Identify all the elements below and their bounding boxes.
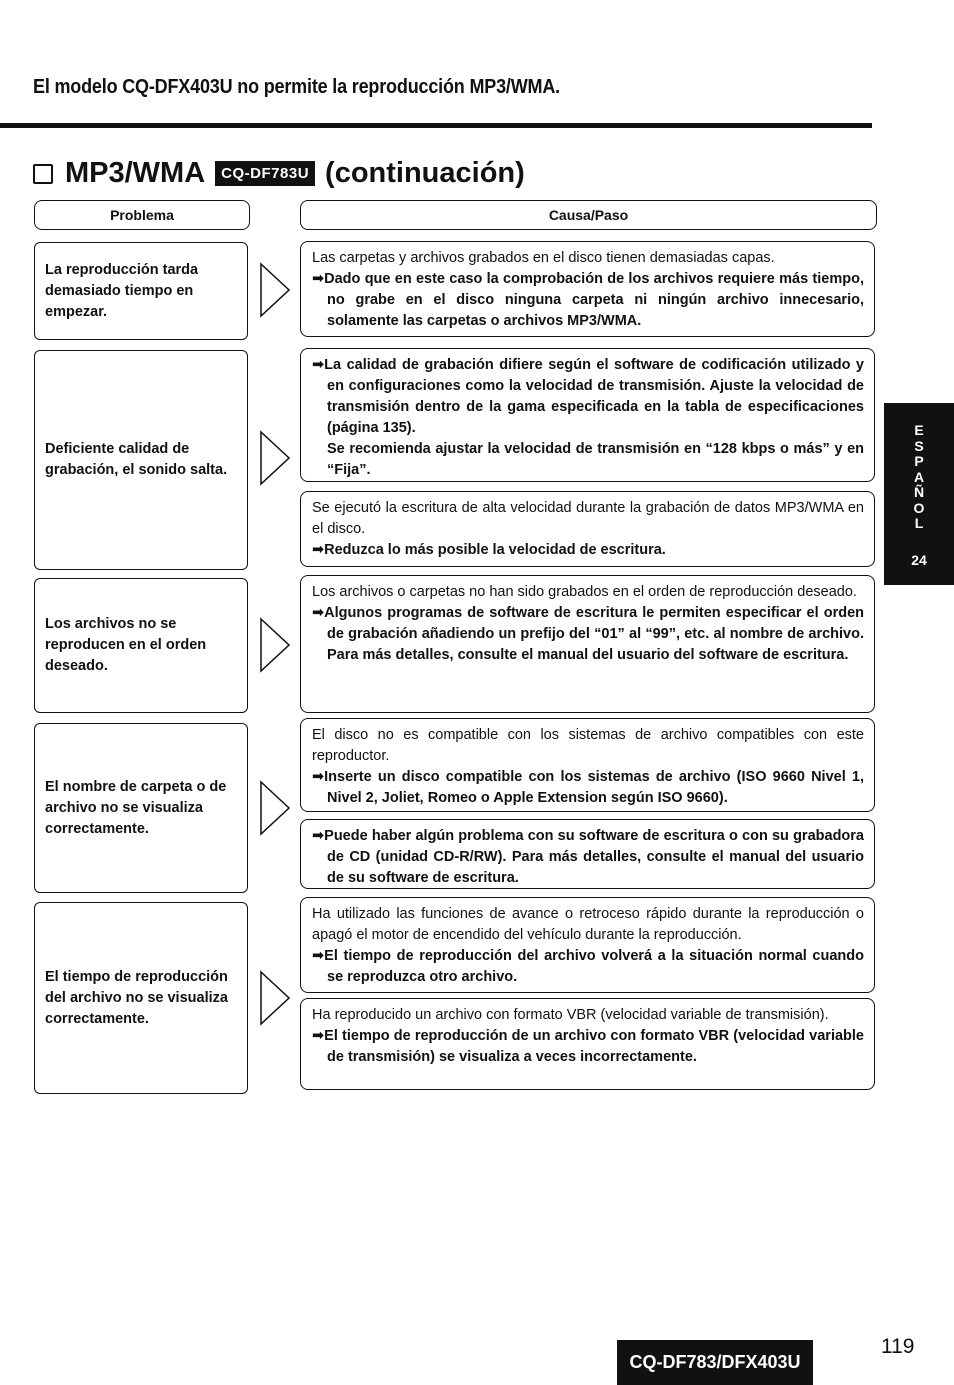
section-number: 24 bbox=[911, 551, 927, 568]
cause-text: Se ejecutó la escritura de alta velocidad durante la grabación de datos MP3/WMA en el disco. bbox=[312, 500, 864, 537]
problem-text: Deficiente calidad de grabación, el sonido salta. bbox=[45, 441, 228, 478]
section-continuation: (continuación) bbox=[325, 157, 525, 189]
cause-text: Ha utilizado las funciones de avance o retroceso rápido durante la reproducción o apagó el motor de encendido del vehículo durante la reproducción. bbox=[312, 906, 864, 943]
cause-column-header: Causa/Paso bbox=[300, 200, 877, 230]
problem-text: La reproducción tarda demasiado tiempo en empezar. bbox=[45, 261, 199, 320]
cause-action: ➡Algunos programas de software de escritura le permiten especificar el orden de grabación añadiendo un prefijo del “01” al “99”, etc. al nombre de archivo. Para más detalles, consulte el manual del usuario del software de escritura. bbox=[312, 605, 864, 663]
cause-action-continued: Se recomienda ajustar la velocidad de transmisión en “128 kbps o más” y en “Fija”. bbox=[327, 441, 864, 478]
problem-box bbox=[34, 578, 248, 713]
problem-text: El tiempo de reproducción del archivo no se visualiza correctamente. bbox=[45, 968, 228, 1027]
problem-column-header: Problema bbox=[34, 200, 250, 230]
cause-box bbox=[300, 718, 875, 812]
arrow-right-icon bbox=[259, 780, 291, 836]
cause-action: ➡Dado que en este caso la comprobación de los archivos requiere más tiempo, no grabe en el disco ninguna carpeta ni ningún archivo innecesario, solamente las carpetas o archivos MP3/WMA. bbox=[312, 271, 864, 329]
cause-action: ➡Puede haber algún problema con su software de escritura o con su grabadora de CD (unidad CD-R/RW). Para más detalles, consulte el manual del usuario de su software de escritura. bbox=[312, 828, 864, 886]
problem-text: Los archivos no se reproducen en el orden deseado. bbox=[45, 616, 207, 674]
cause-action: ➡El tiempo de reproducción del archivo volverá a la situación normal cuando se reproduzca otro archivo. bbox=[312, 948, 864, 985]
language-tab-label: ESPAÑOL bbox=[913, 422, 925, 531]
cause-action: ➡Reduzca lo más posible la velocidad de escritura. bbox=[312, 542, 666, 558]
problem-box bbox=[34, 723, 248, 893]
cause-action: ➡La calidad de grabación difiere según el software de codificación utilizado y en configuraciones como la velocidad de transmisión. Ajuste la velocidad de transmisión dentro de la gama especificada en la tabla de especificaciones (página 135). bbox=[312, 357, 864, 436]
language-side-tab bbox=[884, 403, 954, 585]
cause-box bbox=[300, 998, 875, 1090]
model-notice: El modelo CQ-DFX403U no permite la reproducción MP3/WMA. bbox=[33, 76, 561, 98]
arrow-right-icon bbox=[259, 617, 291, 673]
cause-text: Ha reproducido un archivo con formato VBR (velocidad variable de transmisión). bbox=[312, 1007, 829, 1023]
problem-text: El nombre de carpeta o de archivo no se visualiza correctamente. bbox=[45, 778, 227, 837]
horizontal-rule bbox=[0, 123, 872, 128]
section-title-text: MP3/WMA bbox=[65, 157, 206, 189]
arrow-right-icon bbox=[259, 430, 291, 486]
cause-box bbox=[300, 348, 875, 482]
problem-box bbox=[34, 242, 248, 340]
cause-text: El disco no es compatible con los sistemas de archivo compatibles con este reproductor. bbox=[312, 727, 864, 764]
cause-box bbox=[300, 819, 875, 889]
cause-text: Los archivos o carpetas no han sido grabados en el orden de reproducción deseado. bbox=[312, 584, 857, 600]
problem-box bbox=[34, 902, 248, 1094]
cause-box bbox=[300, 491, 875, 567]
arrow-right-icon bbox=[259, 262, 291, 318]
cause-action: ➡El tiempo de reproducción de un archivo con formato VBR (velocidad variable de transmisión) se visualiza a veces incorrectamente. bbox=[312, 1028, 864, 1065]
cause-box bbox=[300, 575, 875, 713]
cause-box bbox=[300, 241, 875, 337]
cause-box bbox=[300, 897, 875, 993]
cause-action: ➡Inserte un disco compatible con los sistemas de archivo (ISO 9660 Nivel 1, Nivel 2, Joliet, Romeo o Apple Extension según ISO 9660). bbox=[312, 769, 864, 806]
checkbox-square-icon bbox=[33, 164, 53, 184]
problem-box bbox=[34, 350, 248, 570]
section-title bbox=[33, 157, 525, 190]
cause-text: Las carpetas y archivos grabados en el disco tienen demasiadas capas. bbox=[312, 250, 775, 266]
footer-model-label: CQ-DF783/DFX403U bbox=[617, 1340, 813, 1385]
arrow-right-icon bbox=[259, 970, 291, 1026]
page-number: 119 bbox=[881, 1335, 915, 1358]
model-badge: CQ-DF783U bbox=[215, 161, 315, 186]
